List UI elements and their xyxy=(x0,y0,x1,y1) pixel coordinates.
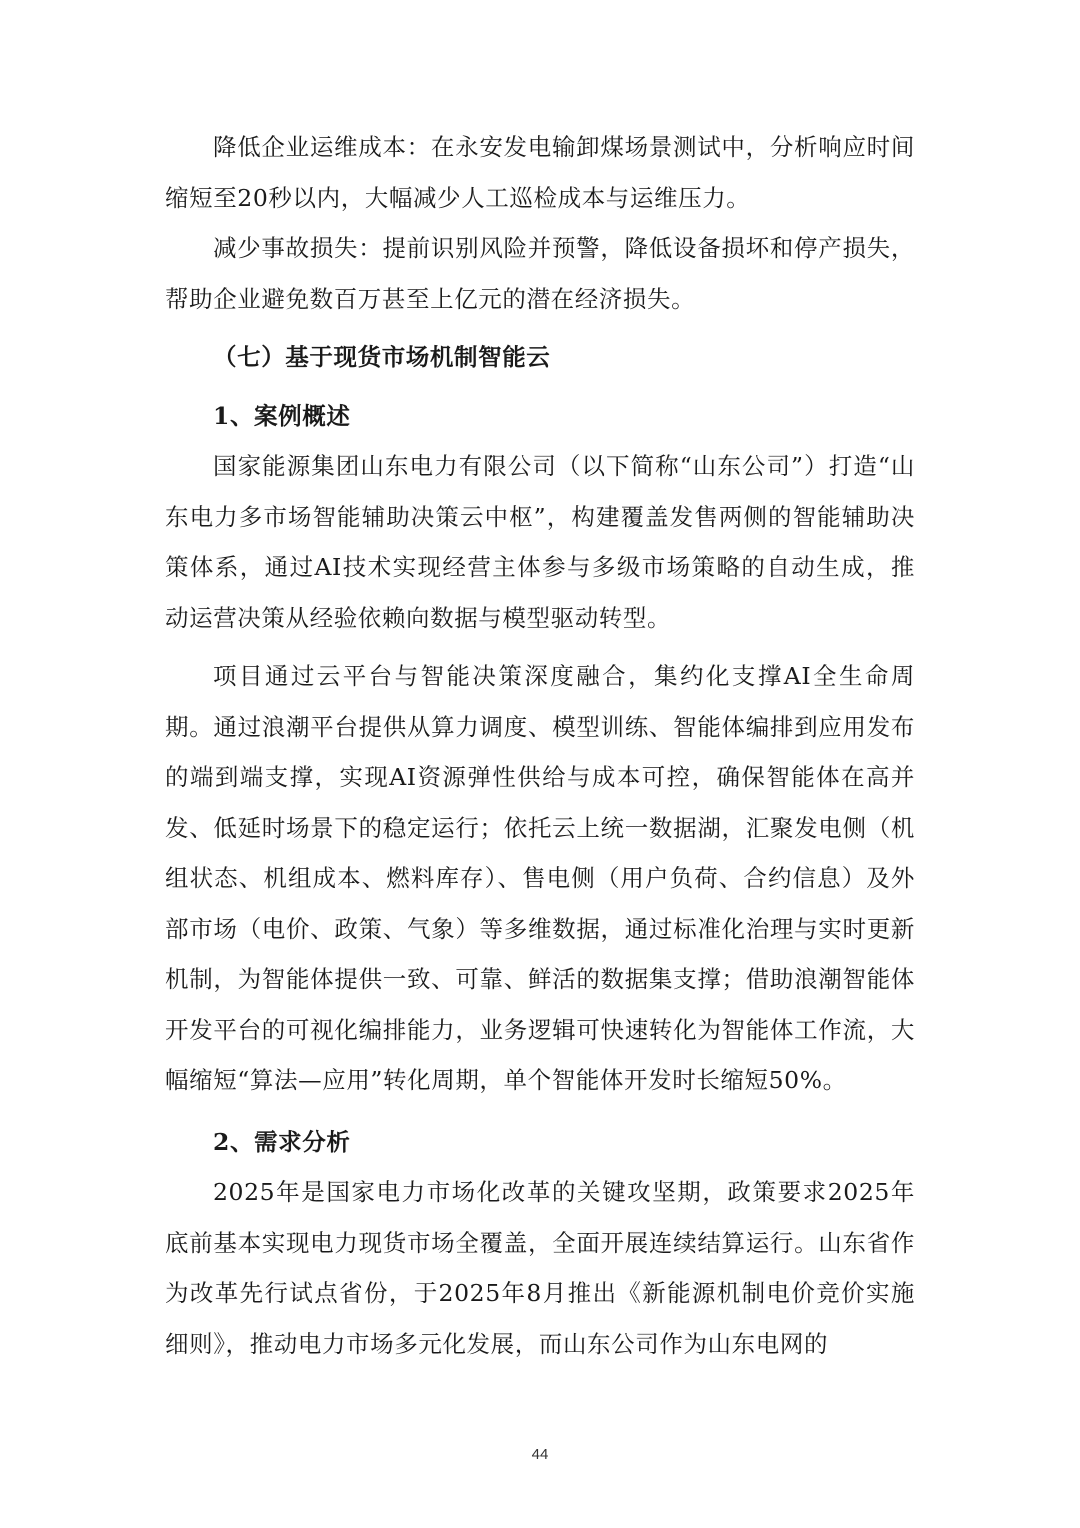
page-body xyxy=(165,122,915,1369)
page-number: 44 xyxy=(531,1446,549,1463)
paragraph-project-details: 项目通过云平台与智能决策深度融合，集约化支撑AI全生命周期。通过浪潮平台提供从算力调度、模型训练、智能体编排到应用发布的端到端支撑，实现AI资源弹性供给与成本可控，确保智能体在高并发、低延时场景下的稳定运行；依托云上统一数据湖，汇聚发电侧（机组状态、机组成本、燃料库存）、售电侧（用户负荷、合约信息）及外部市场（电价、政策、气象）等多维数据，通过标准化治理与实时更新机制，为智能体提供一致、可靠、鲜活的数据集支撑；借助浪潮智能体开发平台的可视化编排能力，业务逻辑可快速转化为智能体工作流，大幅缩短“算法—应用”转化周期，单个智能体开发时长缩短50%。 xyxy=(165,662,915,1094)
paragraph-loss-reduction: 减少事故损失：提前识别风险并预警，降低设备损坏和停产损失，帮助企业避免数百万甚至上亿元的潜在经济损失。 xyxy=(165,234,915,313)
section-heading: （七）基于现货市场机制智能云 xyxy=(213,343,551,371)
paragraph-cost-reduction: 降低企业运维成本：在永安发电输卸煤场景测试中，分析响应时间缩短至20秒以内，大幅减少人工巡检成本与运维压力。 xyxy=(165,133,915,212)
paragraph-requirements: 2025年是国家电力市场化改革的关键攻坚期，政策要求2025年底前基本实现电力现货市场全覆盖，全面开展连续结算运行。山东省作为改革先行试点省份，于2025年8月推出《新能源机制电价竞价实施细则》，推动电力市场多元化发展，而山东公司作为山东电网的 xyxy=(165,1178,915,1358)
paragraph-case-overview: 国家能源集团山东电力有限公司（以下简称“山东公司”）打造“山东电力多市场智能辅助决策云中枢”，构建覆盖发售两侧的智能辅助决策体系，通过AI技术实现经营主体参与多级市场策略的自动生成，推动运营决策从经验依赖向数据与模型驱动转型。 xyxy=(165,452,915,632)
subsection-heading-requirements: 2、需求分析 xyxy=(213,1127,351,1156)
subsection-heading-overview: 1、案例概述 xyxy=(213,401,351,430)
